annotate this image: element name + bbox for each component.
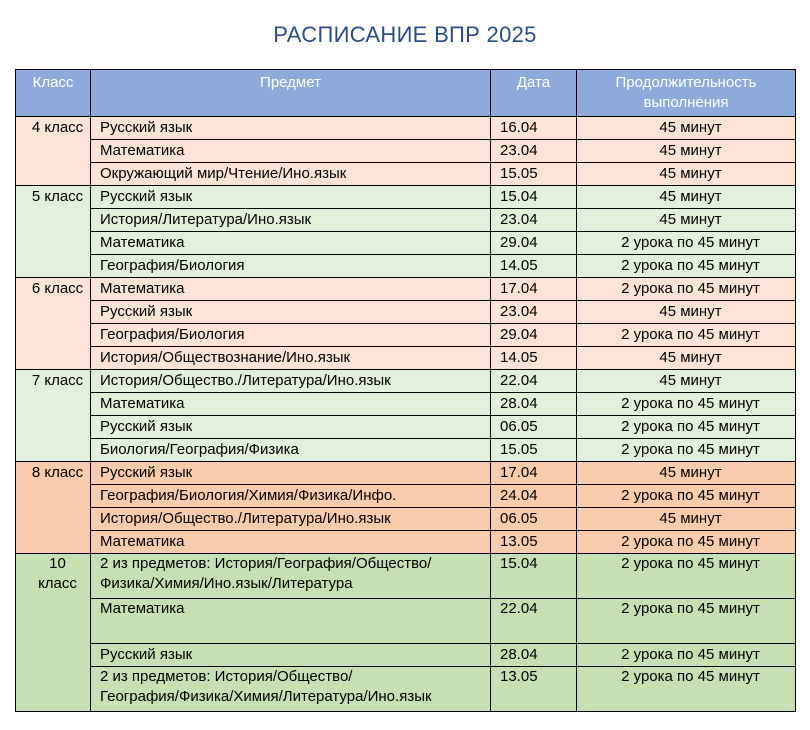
subject-cell: Русский язык [91,644,491,667]
grade-label: 8 класс [16,462,91,554]
grade-label-line2: класс [38,575,77,592]
table-header-row [16,70,796,117]
date-cell: 14.05 [491,255,577,278]
table-row [16,232,796,255]
subject-cell: Математика [91,531,491,554]
table-row [16,301,796,324]
duration-cell: 2 урока по 45 минут [577,324,796,347]
grade-label: 7 класс [16,370,91,462]
table-row [16,163,796,186]
subject-cell: Математика [91,393,491,416]
table-row [16,462,796,485]
table-row [16,485,796,508]
date-cell: 13.05 [491,531,577,554]
grade-label: 6 класс [16,278,91,370]
subject-cell: История/Литература/Ино.язык [91,209,491,232]
table-row [16,416,796,439]
grade-label-line1: 10 [49,555,66,572]
date-cell: 22.04 [491,599,577,644]
duration-cell: 2 урока по 45 минут [577,667,796,712]
table-row [16,140,796,163]
date-cell: 23.04 [491,301,577,324]
subject-cell: История/Общество./Литература/Ино.язык [91,508,491,531]
table-row [16,186,796,209]
duration-cell: 45 минут [577,209,796,232]
date-cell: 23.04 [491,209,577,232]
table-row [16,644,796,667]
duration-cell: 45 минут [577,462,796,485]
date-cell: 17.04 [491,278,577,301]
duration-cell: 45 минут [577,163,796,186]
duration-cell: 45 минут [577,370,796,393]
subject-cell: География/Биология [91,255,491,278]
header-subject: Предмет [91,70,491,117]
subject-cell [91,554,491,599]
duration-cell: 2 урока по 45 минут [577,232,796,255]
subject-cell: Математика [91,599,491,644]
date-cell: 16.04 [491,117,577,140]
date-cell: 28.04 [491,644,577,667]
table-row [16,393,796,416]
date-cell: 14.05 [491,347,577,370]
date-cell: 23.04 [491,140,577,163]
header-duration-line1: Продолжительность [615,74,757,91]
subject-cell: Математика [91,232,491,255]
table-row [16,554,796,599]
date-cell: 15.05 [491,439,577,462]
subject-cell: Русский язык [91,416,491,439]
duration-cell: 2 урока по 45 минут [577,531,796,554]
duration-cell: 45 минут [577,186,796,209]
table-row [16,255,796,278]
duration-cell: 45 минут [577,117,796,140]
duration-cell: 2 урока по 45 минут [577,255,796,278]
page-title: РАСПИСАНИЕ ВПР 2025 [273,22,537,47]
duration-cell: 2 урока по 45 минут [577,278,796,301]
subject-cell: Окружающий мир/Чтение/Ино.язык [91,163,491,186]
subject-cell: Русский язык [91,117,491,140]
subject-cell: История/Общество./Литература/Ино.язык [91,370,491,393]
subject-cell: Математика [91,140,491,163]
subject-line2: Физика/Химия/Ино.язык/Литература [100,575,353,592]
date-cell: 28.04 [491,393,577,416]
schedule-table [15,69,796,712]
duration-cell: 2 урока по 45 минут [577,554,796,599]
header-class: Класс [16,70,91,117]
table-row [16,531,796,554]
date-cell: 15.04 [491,554,577,599]
table-row [16,117,796,140]
table-row [16,370,796,393]
table-row [16,324,796,347]
date-cell: 06.05 [491,416,577,439]
table-row [16,508,796,531]
date-cell: 24.04 [491,485,577,508]
subject-cell: История/Обществознание/Ино.язык [91,347,491,370]
date-cell: 13.05 [491,667,577,712]
date-cell: 15.04 [491,186,577,209]
subject-cell: Русский язык [91,462,491,485]
date-cell: 29.04 [491,324,577,347]
duration-cell: 2 урока по 45 минут [577,393,796,416]
header-duration [577,70,796,117]
date-cell: 15.05 [491,163,577,186]
duration-cell: 2 урока по 45 минут [577,599,796,644]
subject-cell: Русский язык [91,186,491,209]
grade-label: 5 класс [16,186,91,278]
subject-line1: 2 из предметов: История/География/Общество/ [100,555,432,572]
grade-label [16,554,91,712]
duration-cell: 2 урока по 45 минут [577,416,796,439]
duration-cell: 45 минут [577,140,796,163]
subject-cell: Биология/География/Физика [91,439,491,462]
subject-cell: Русский язык [91,301,491,324]
duration-cell: 2 урока по 45 минут [577,485,796,508]
duration-cell: 2 урока по 45 минут [577,439,796,462]
subject-line1: 2 из предметов: История/Общество/ [100,668,353,685]
duration-cell: 45 минут [577,347,796,370]
duration-cell: 2 урока по 45 минут [577,644,796,667]
date-cell: 29.04 [491,232,577,255]
date-cell: 06.05 [491,508,577,531]
table-row [16,278,796,301]
table-row [16,667,796,712]
header-date: Дата [491,70,577,117]
date-cell: 17.04 [491,462,577,485]
subject-cell: География/Биология/Химия/Физика/Инфо. [91,485,491,508]
table-row [16,599,796,644]
duration-cell: 45 минут [577,508,796,531]
table-row [16,347,796,370]
header-duration-line2: выполнения [643,94,729,111]
subject-cell: Математика [91,278,491,301]
table-row [16,439,796,462]
grade-label: 4 класс [16,117,91,186]
duration-cell: 45 минут [577,301,796,324]
subject-cell: География/Биология [91,324,491,347]
subject-line2: География/Физика/Химия/Литература/Ино.язык [100,688,432,705]
date-cell: 22.04 [491,370,577,393]
table-row [16,209,796,232]
subject-cell [91,667,491,712]
